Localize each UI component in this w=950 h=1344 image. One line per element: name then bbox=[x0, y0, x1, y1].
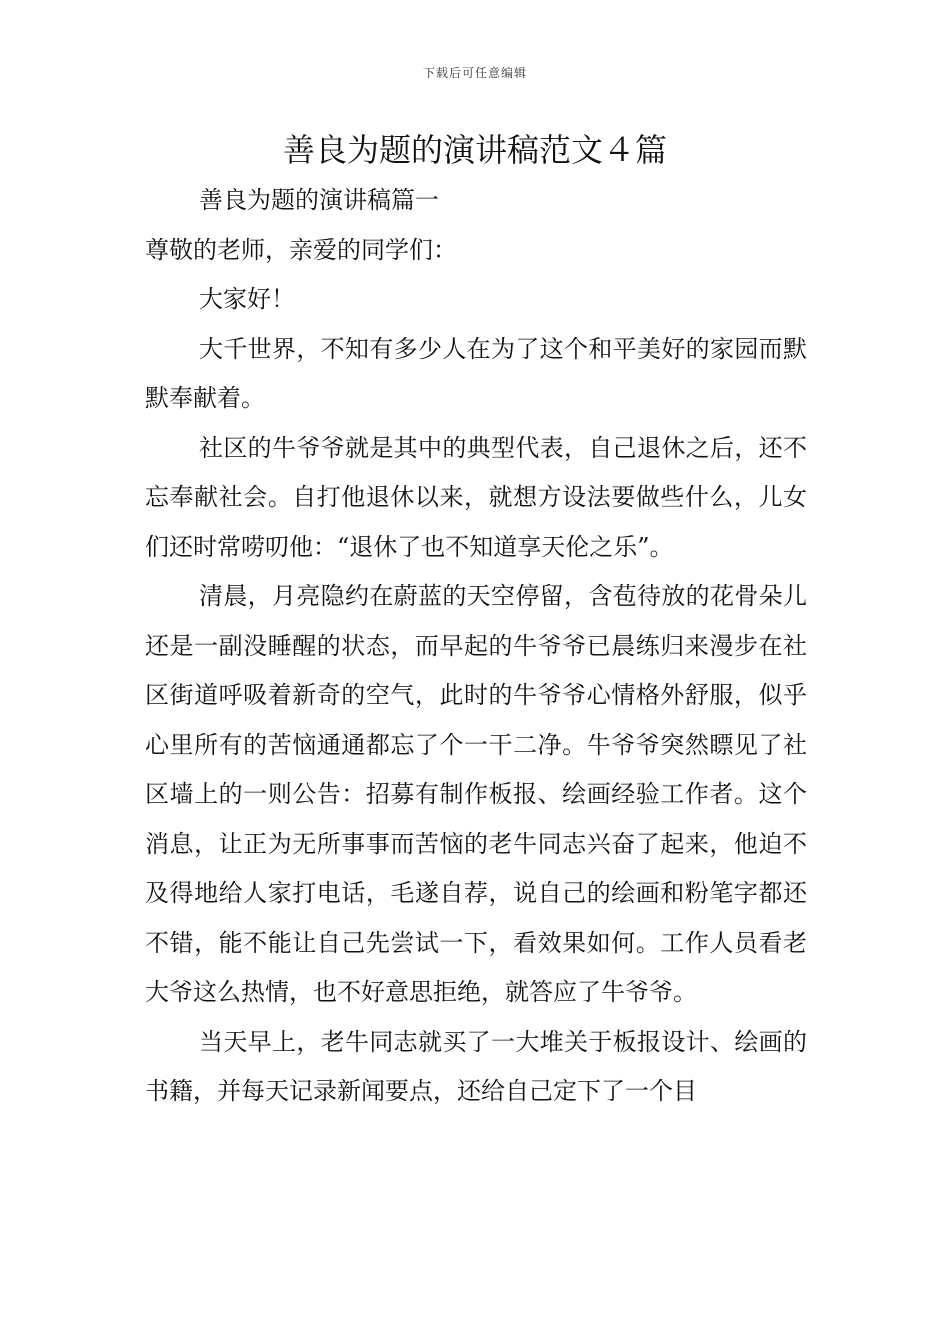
document-title: 善良为题的演讲稿范文４篇 bbox=[282, 131, 667, 169]
salutation: 尊敬的老师，亲爱的同学们： bbox=[145, 235, 457, 264]
document-body bbox=[145, 176, 807, 1117]
paragraph: 清晨，月亮隐约在蔚蓝的天空停留，含苞待放的花骨朵儿还是一副没睡醒的状态，而早起的牛爷爷已晨练归来漫步在社区街道呼吸着新奇的空气，此时的牛爷爷心情格外舒服，似乎心里所有的苦恼通通都忘了个一干二净。牛爷爷突然瞟见了社区墙上的一则公告：招募有制作板报、绘画经验工作者。这个消息，让正为无所事事而苦恼的老牛同志兴奋了起来，他迫不及得地给人家打电话，毛遂自荐，说自己的绘画和粉笔字都还不错，能不能让自己先尝试一下，看效果如何。工作人员看老大爷这么热情，也不好意思拒绝，就答应了牛爷爷。 bbox=[145, 582, 807, 1006]
paragraph: 当天早上，老牛同志就买了一大堆关于板报设计、绘画的书籍，并每天记录新闻要点，还给自己定下了一个目 bbox=[145, 1027, 807, 1105]
greeting: 大家好！ bbox=[199, 285, 295, 313]
page-header-note: 下载后可任意编辑 bbox=[422, 66, 527, 80]
paragraph: 社区的牛爷爷就是其中的典型代表，自己退休之后，还不忘奉献社会。自打他退休以来，就想方设法要做些什么，儿女们还时常唠叨他：“退休了也不知道享天伦之乐”。 bbox=[145, 433, 807, 561]
section-heading: 善良为题的演讲稿篇一 bbox=[199, 186, 439, 214]
paragraph: 大千世界，不知有多少人在为了这个和平美好的家园而默默奉献着。 bbox=[145, 334, 807, 412]
